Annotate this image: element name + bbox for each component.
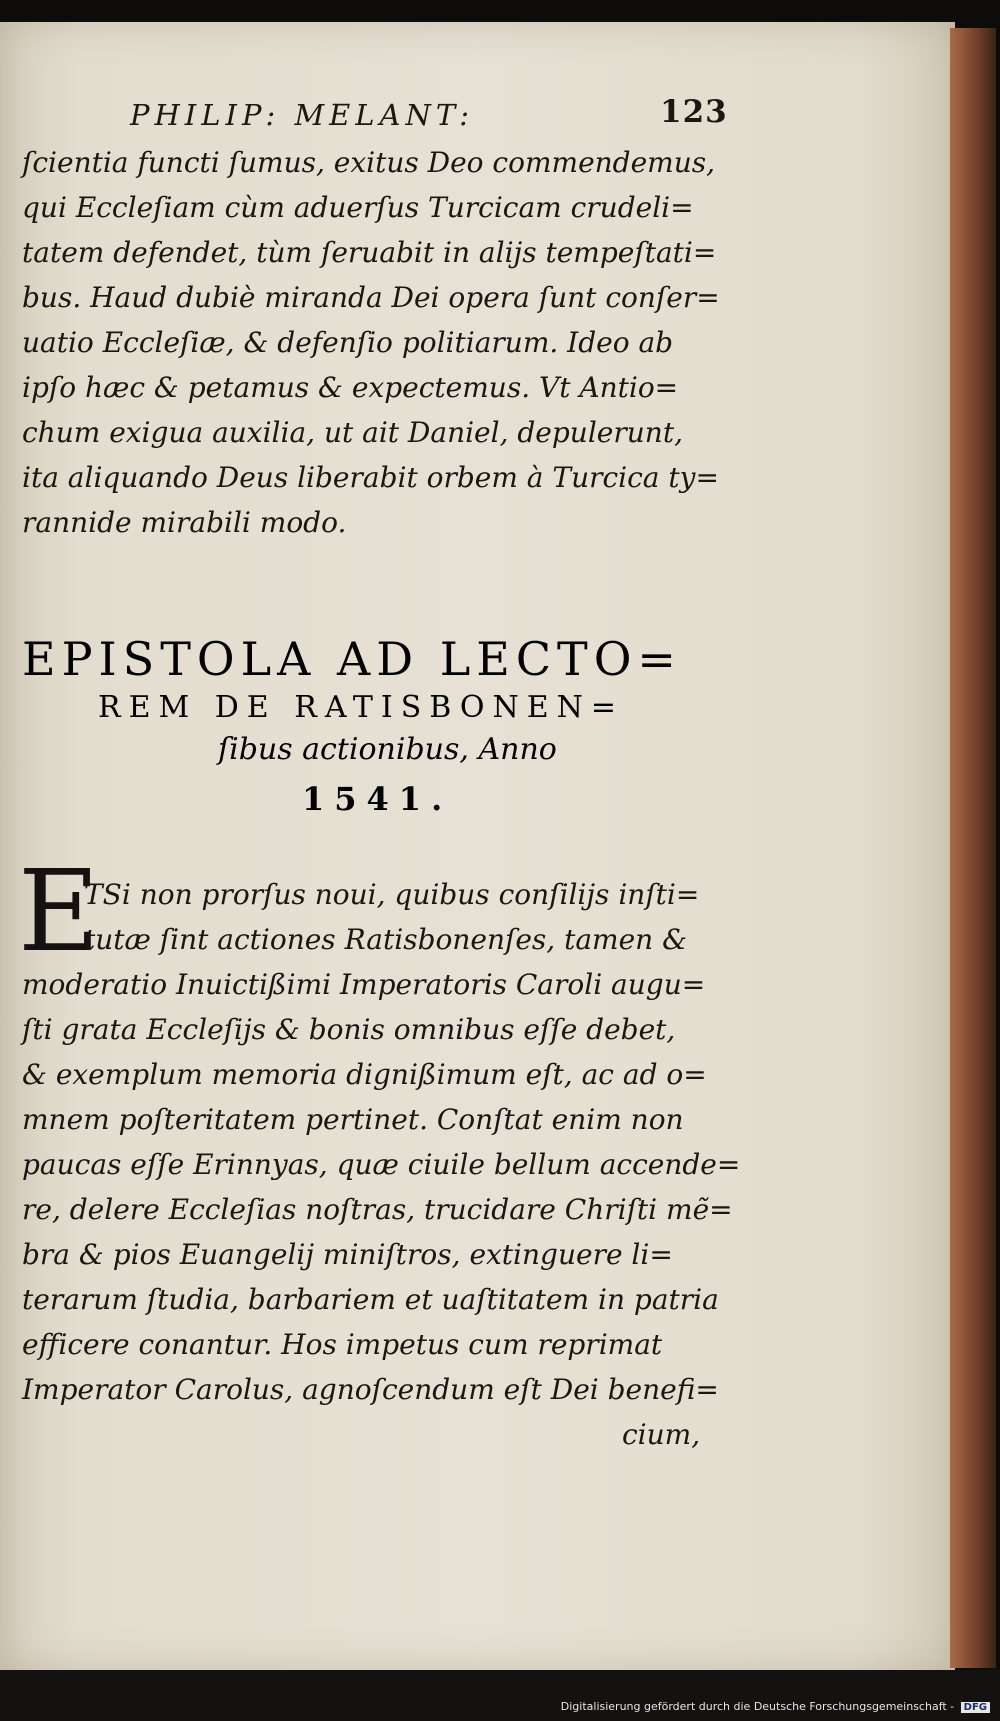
- text-line: chum exigua auxilia, ut ait Daniel, depulerunt,: [22, 416, 683, 449]
- page-number: 123: [660, 94, 728, 130]
- text-line: ſcientia functi ſumus, exitus Deo commendemus,: [22, 146, 716, 179]
- text-line: moderatio Inuictißimi Imperatoris Caroli augu=: [22, 968, 706, 1001]
- text-line: tutæ ſint actiones Ratisbonenſes, tamen &: [84, 923, 688, 956]
- text-line: uatio Eccleſiæ, & defenſio politiarum. Ideo ab: [22, 326, 674, 359]
- text-line: re, delere Eccleſias noſtras, trucidare Chriſti mẽ=: [22, 1193, 733, 1226]
- text-line: qui Eccleſiam cùm aduerſus Turcicam crudeli=: [22, 191, 694, 224]
- catchword: cium,: [622, 1418, 701, 1451]
- bottom-strip: [0, 1670, 1000, 1721]
- text-line: rannide mirabili modo.: [22, 506, 347, 539]
- text-line: Imperator Carolus, agnoſcendum eſt Dei benefi=: [22, 1373, 719, 1406]
- text-line: bus. Haud dubiè miranda Dei opera ſunt conſer=: [22, 281, 720, 314]
- text-line: ipſo hæc & petamus & expectemus. Vt Antio=: [22, 371, 679, 404]
- title-line-1: EPISTOLA AD LECTO=: [22, 632, 682, 686]
- text-line: & exemplum memoria dignißimum eſt, ac ad o=: [22, 1058, 707, 1091]
- title-line-2: REM DE RATISBONEN=: [98, 690, 624, 725]
- title-year: 1541.: [302, 780, 453, 818]
- text-line: terarum ſtudia, barbariem et uaſtitatem in patria: [22, 1283, 719, 1316]
- text-line: tatem defendet, tùm ſeruabit in alijs tempeſtati=: [22, 236, 717, 269]
- text-line: paucas eſſe Erinnyas, quæ ciuile bellum accende=: [22, 1148, 741, 1181]
- text-line: ſti grata Eccleſijs & bonis omnibus eſſe debet,: [22, 1013, 676, 1046]
- drop-cap: E: [18, 847, 100, 977]
- paragraph-1: [22, 140, 722, 545]
- credit-text: Digitalisierung gefördert durch die Deutsche Forschungsgemeinschaft -: [560, 1700, 955, 1713]
- text-line: ita aliquando Deus liberabit orbem à Turcica ty=: [22, 461, 719, 494]
- text-line: TSi non prorſus noui, quibus conſilijs inſti=: [84, 878, 700, 911]
- title-line-3: ſibus actionibus, Anno: [218, 732, 557, 767]
- text-line: bra & pios Euangelij miniſtros, extinguere li=: [22, 1238, 673, 1271]
- paragraph-2: [22, 872, 741, 1457]
- page-edge: [950, 28, 996, 1668]
- text-line: mnem poſteritatem pertinet. Conſtat enim non: [22, 1103, 684, 1136]
- running-title: PHILIP: MELANT:: [130, 98, 474, 132]
- dfg-logo-icon: DFG: [961, 1702, 990, 1713]
- text-line: efficere conantur. Hos impetus cum reprimat: [22, 1328, 663, 1361]
- digitization-credit: [561, 1700, 990, 1713]
- running-header: [130, 94, 730, 138]
